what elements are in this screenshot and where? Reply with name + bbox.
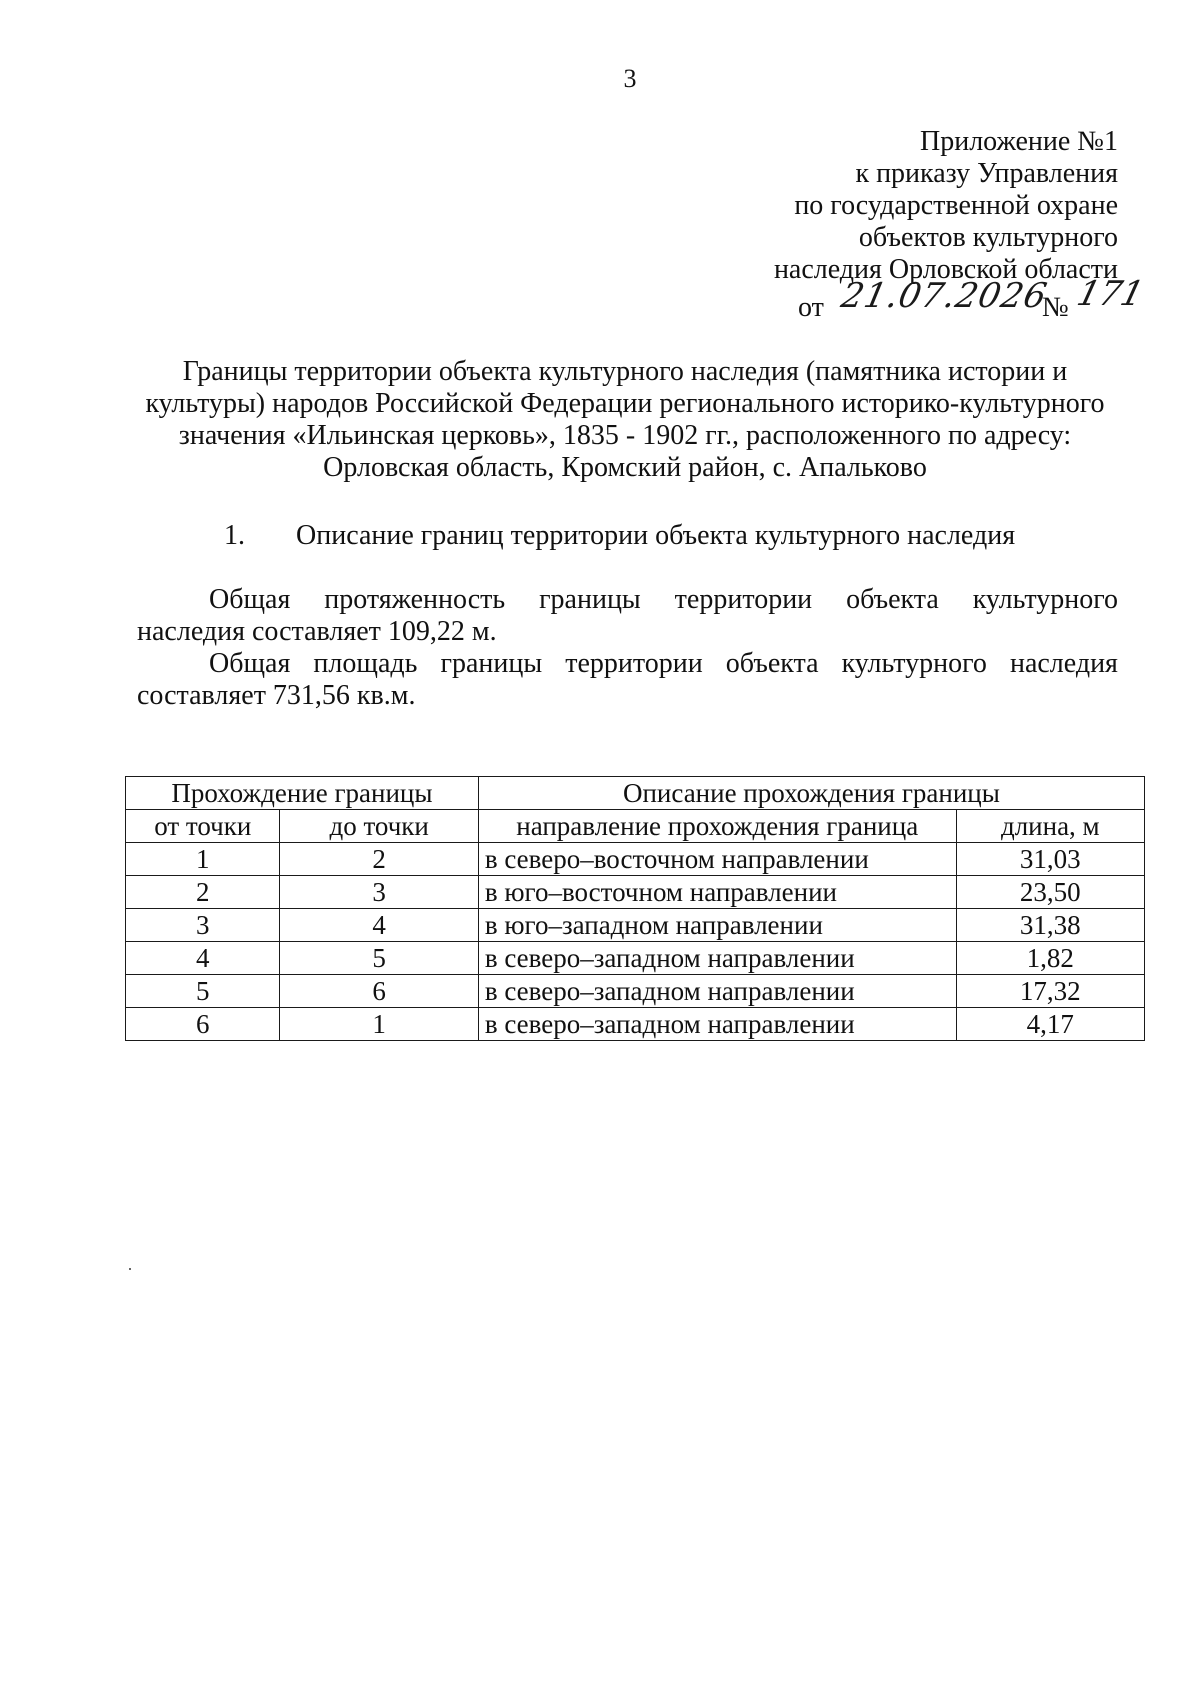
paragraph-continuation: составляет 731,56 кв.м.: [137, 680, 416, 711]
date-prefix: от: [798, 292, 824, 323]
word: площадь: [313, 648, 418, 679]
table-row: [126, 876, 1145, 909]
table-sub-header-row: [126, 810, 1145, 843]
word: протяженность: [324, 584, 506, 615]
cell-from: 5: [126, 975, 280, 1008]
table-row: [126, 1008, 1145, 1041]
word: границы: [539, 584, 641, 615]
cell-to: 2: [280, 843, 478, 876]
table-row: [126, 909, 1145, 942]
cell-from: 4: [126, 942, 280, 975]
cell-direction: в северо–западном направлении: [478, 975, 956, 1008]
table-row: [126, 942, 1145, 975]
title-line: Границы территории объекта культурного наследия (памятника истории и: [182, 356, 1068, 387]
word: Общая: [209, 648, 291, 679]
word: объекта: [846, 584, 939, 615]
cell-direction: в северо–восточном направлении: [478, 843, 956, 876]
paragraph-continuation: наследия составляет 109,22 м.: [137, 616, 497, 647]
scan-speck: [129, 1268, 131, 1270]
cell-to: 6: [280, 975, 478, 1008]
word: Общая: [209, 584, 291, 615]
header-to-point: до точки: [280, 810, 478, 843]
paragraph-length: [137, 584, 1118, 648]
section-heading-text: Описание границ территории объекта культурного наследия: [296, 520, 1016, 551]
cell-to: 4: [280, 909, 478, 942]
cell-from: 2: [126, 876, 280, 909]
header-length: длина, м: [956, 810, 1144, 843]
word: территории: [565, 648, 703, 679]
paragraph-area: [137, 648, 1118, 712]
paragraph-first-line: [137, 584, 1118, 616]
header-passage: Прохождение границы: [126, 777, 479, 810]
appendix-line: наследия Орловской области: [773, 254, 1118, 285]
table-row: [126, 843, 1145, 876]
header-from-point: от точки: [126, 810, 280, 843]
cell-length: 1,82: [956, 942, 1144, 975]
word: территории: [674, 584, 813, 615]
appendix-line: по государственной охране: [794, 190, 1118, 221]
word: наследия: [1009, 648, 1118, 679]
cell-to: 1: [280, 1008, 478, 1041]
handwritten-number: 171: [1073, 274, 1148, 314]
word: объекта: [725, 648, 819, 679]
cell-direction: в северо–западном направлении: [478, 1008, 956, 1041]
cell-length: 31,03: [956, 843, 1144, 876]
cell-to: 5: [280, 942, 478, 975]
paragraph-first-line: [137, 648, 1118, 680]
title-line: Орловская область, Кромский район, с. Апальково: [323, 452, 927, 483]
cell-from: 1: [126, 843, 280, 876]
word: культурного: [841, 648, 987, 679]
cell-direction: в юго–западном направлении: [478, 909, 956, 942]
document-title: [130, 356, 1120, 484]
section-number: 1.: [224, 520, 245, 551]
page-number: 3: [623, 64, 637, 93]
appendix-block: [758, 126, 1148, 326]
appendix-line: Приложение №1: [920, 126, 1118, 157]
cell-direction: в северо–западном направлении: [478, 942, 956, 975]
cell-direction: в юго–восточном направлении: [478, 876, 956, 909]
section-heading: [224, 520, 1015, 552]
order-date-number-line: [758, 274, 1148, 326]
cell-length: 4,17: [956, 1008, 1144, 1041]
table-group-header-row: [126, 777, 1145, 810]
cell-length: 17,32: [956, 975, 1144, 1008]
cell-to: 3: [280, 876, 478, 909]
boundary-table: [125, 776, 1145, 1041]
cell-from: 6: [126, 1008, 280, 1041]
header-description: Описание прохождения границы: [478, 777, 1144, 810]
cell-length: 31,38: [956, 909, 1144, 942]
table-row: [126, 975, 1145, 1008]
header-direction: направление прохождения граница: [478, 810, 956, 843]
word: культурного: [972, 584, 1118, 615]
title-line: культуры) народов Российской Федерации регионального историко-культурного: [145, 388, 1105, 419]
cell-length: 23,50: [956, 876, 1144, 909]
word: границы: [440, 648, 543, 679]
title-line: значения «Ильинская церковь», 1835 - 1902 гг., расположенного по адресу:: [178, 420, 1072, 451]
cell-from: 3: [126, 909, 280, 942]
handwritten-date: 21.07.2026: [837, 276, 1051, 316]
appendix-line: к приказу Управления: [855, 158, 1118, 189]
appendix-line: объектов культурного: [858, 222, 1118, 253]
number-prefix: №: [1042, 292, 1069, 323]
